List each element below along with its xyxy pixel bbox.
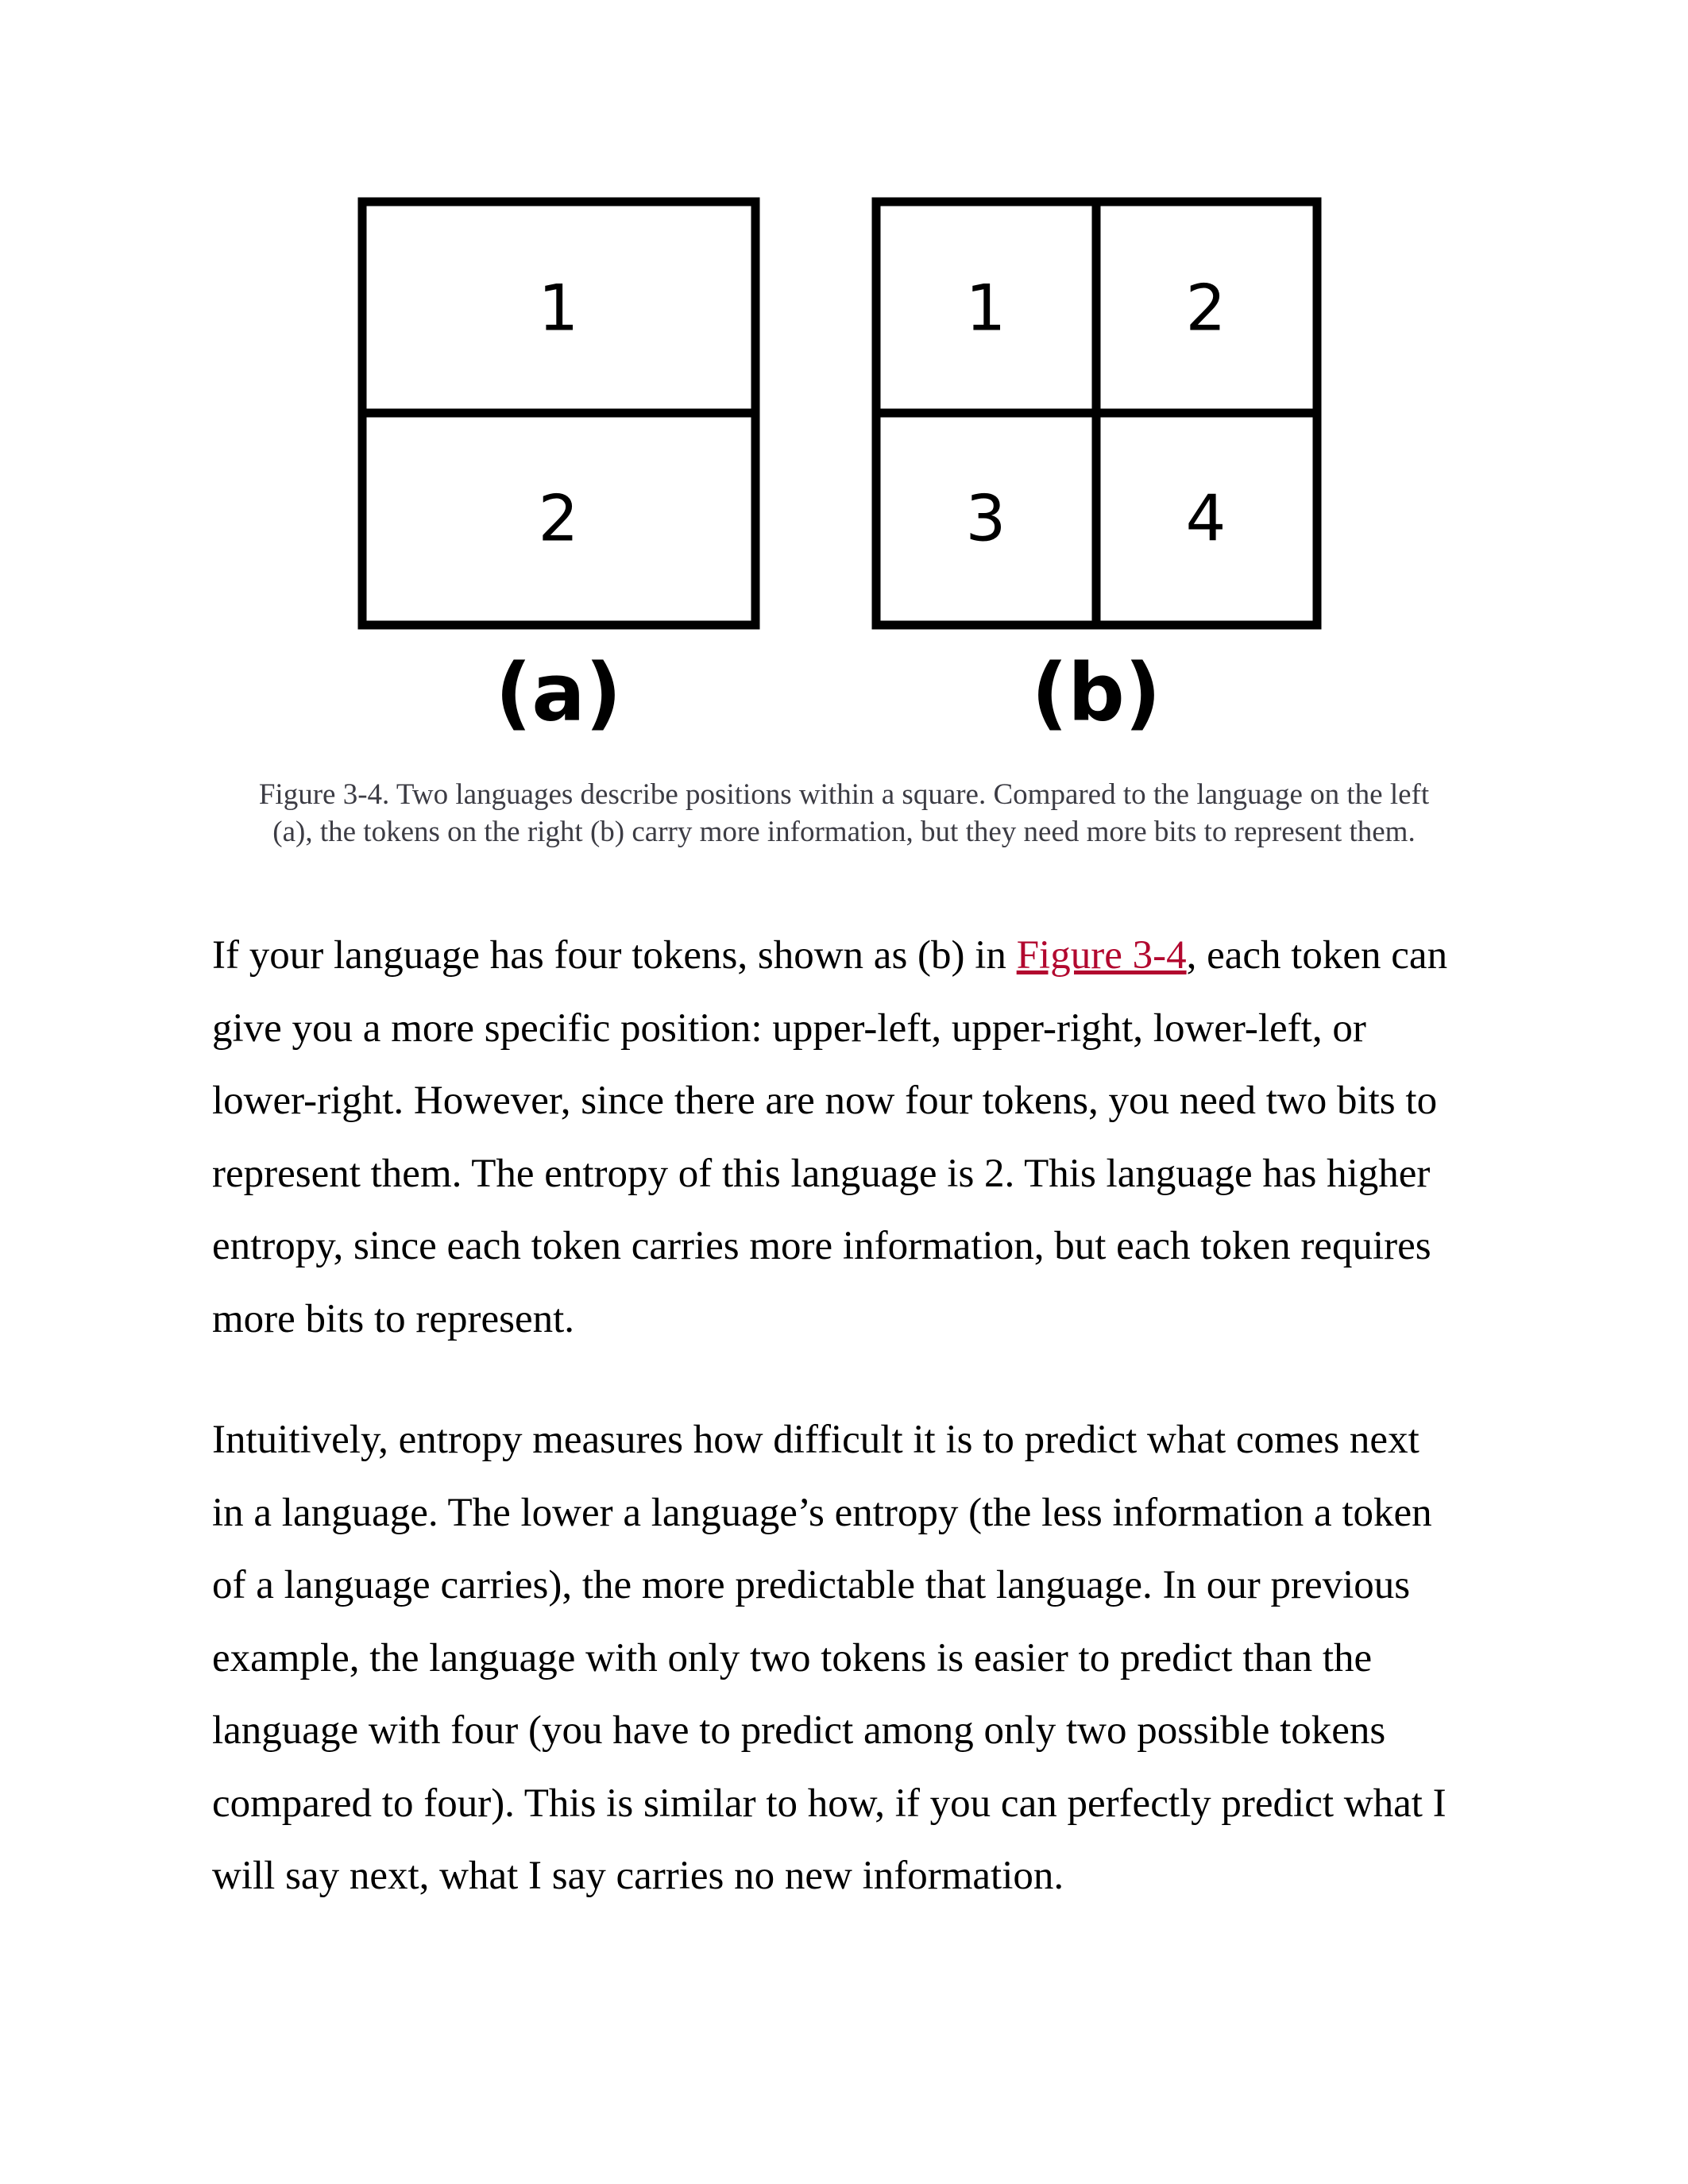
- paragraph-2-line-4: example, the language with only two tokens is easier to predict than the: [212, 1635, 1373, 1680]
- figure-3-4: [350, 191, 1335, 747]
- panel-b-cell-2: 2: [1185, 271, 1226, 345]
- caption-line-1: Figure 3-4. Two languages describe positions within a square. Compared to the language on the left: [258, 778, 1430, 811]
- paragraph-1-line-1-start: If your language has four tokens, shown as (b) in: [212, 933, 1017, 978]
- figure-3-4-link[interactable]: Figure 3-4: [1016, 933, 1187, 978]
- figure-caption: [175, 776, 1513, 851]
- paragraph-2: [212, 1404, 1515, 1913]
- paragraph-2-line-5: language with four (you have to predict among only two possible tokens: [212, 1708, 1386, 1753]
- panel-a-cell-2: 2: [538, 481, 579, 556]
- panel-b-cell-3: 3: [965, 481, 1006, 556]
- panel-b-cell-1: 1: [965, 271, 1006, 345]
- paragraph-1-line-1-end: , each token can: [1186, 933, 1448, 978]
- paragraph-2-line-6: compared to four). This is similar to how, if you can perfectly predict what I: [212, 1781, 1447, 1826]
- panel-b: [876, 202, 1317, 739]
- panel-b-label: (b): [1031, 646, 1161, 739]
- panel-a: [362, 202, 755, 739]
- paragraph-1-line-5: entropy, since each token carries more information, but each token requires: [212, 1224, 1431, 1268]
- paragraph-2-line-2: in a language. The lower a language’s entropy (the less information a token: [212, 1490, 1432, 1535]
- paragraph-1-line-6: more bits to represent.: [212, 1296, 575, 1341]
- paragraph-2-line-1: Intuitively, entropy measures how difficult it is to predict what comes next: [212, 1418, 1420, 1462]
- paragraph-1-line-3: lower-right. However, since there are now four tokens, you need two bits to: [212, 1078, 1438, 1123]
- panel-b-cell-4: 4: [1185, 481, 1226, 556]
- paragraph-1-line-1: [212, 920, 1515, 993]
- panel-a-label: (a): [495, 646, 622, 739]
- paragraph-2-line-3: of a language carries), the more predictable that language. In our previous: [212, 1563, 1411, 1607]
- paragraph-2-line-7: will say next, what I say carries no new information.: [212, 1854, 1064, 1898]
- caption-line-2: (a), the tokens on the right (b) carry more information, but they need more bits to represent them.: [272, 816, 1416, 848]
- paragraph-1-line-4: represent them. The entropy of this language is 2. This language has higher: [212, 1151, 1431, 1196]
- paragraph-1-line-2: give you a more specific position: upper-left, upper-right, lower-left, or: [212, 1005, 1366, 1051]
- panel-a-cell-1: 1: [538, 271, 579, 345]
- paragraph-1: [212, 920, 1515, 1356]
